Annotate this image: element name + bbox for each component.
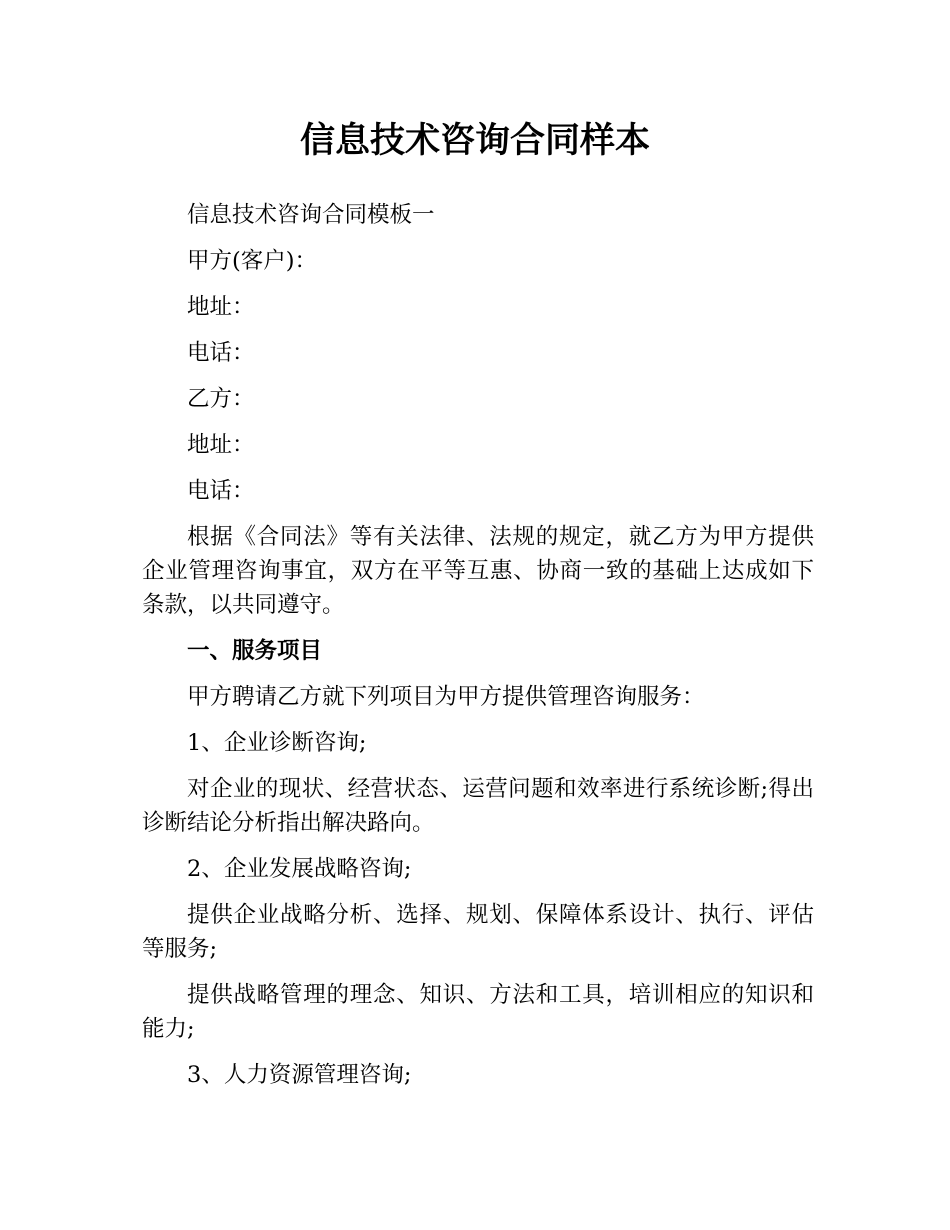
section-heading-services: 一、服务项目 [187,638,323,664]
paragraph-item-2-detail-a: 提供企业战略分析、选择、规划、保障体系设计、执行、评估等服务; [142,902,814,962]
paragraph-preamble: 根据《合同法》等有关法律、法规的规定，就乙方为甲方提供企业管理咨询事宜，双方在平等互惠、协商一致的基础上达成如下条款，以共同遵守。 [142,524,814,618]
paragraph-services-intro: 甲方聘请乙方就下列项目为甲方提供管理咨询服务： [187,684,705,710]
document-title: 信息技术咨询合同样本 [299,121,650,161]
document-body [142,198,814,1104]
paragraph-party-a-phone: 电话： [187,340,255,366]
paragraph-item-2: 2、企业发展战略咨询; [187,856,412,882]
paragraph-party-b-address: 地址： [187,432,255,458]
paragraph-party-b-phone: 电话： [187,478,255,504]
paragraph-item-3: 3、人力资源管理咨询; [187,1062,412,1088]
paragraph-template-name: 信息技术咨询合同模板一 [187,202,435,228]
paragraph-item-1: 1、企业诊断咨询; [187,730,367,756]
paragraph-item-2-detail-b: 提供战略管理的理念、知识、方法和工具，培训相应的知识和能力; [142,982,814,1042]
paragraph-item-1-detail: 对企业的现状、经营状态、运营问题和效率进行系统诊断;得出诊断结论分析指出解决路向。 [142,776,814,836]
paragraph-party-a-address: 地址： [187,294,255,320]
paragraph-party-a: 甲方(客户)： [187,248,318,274]
paragraph-party-b: 乙方： [187,386,255,412]
